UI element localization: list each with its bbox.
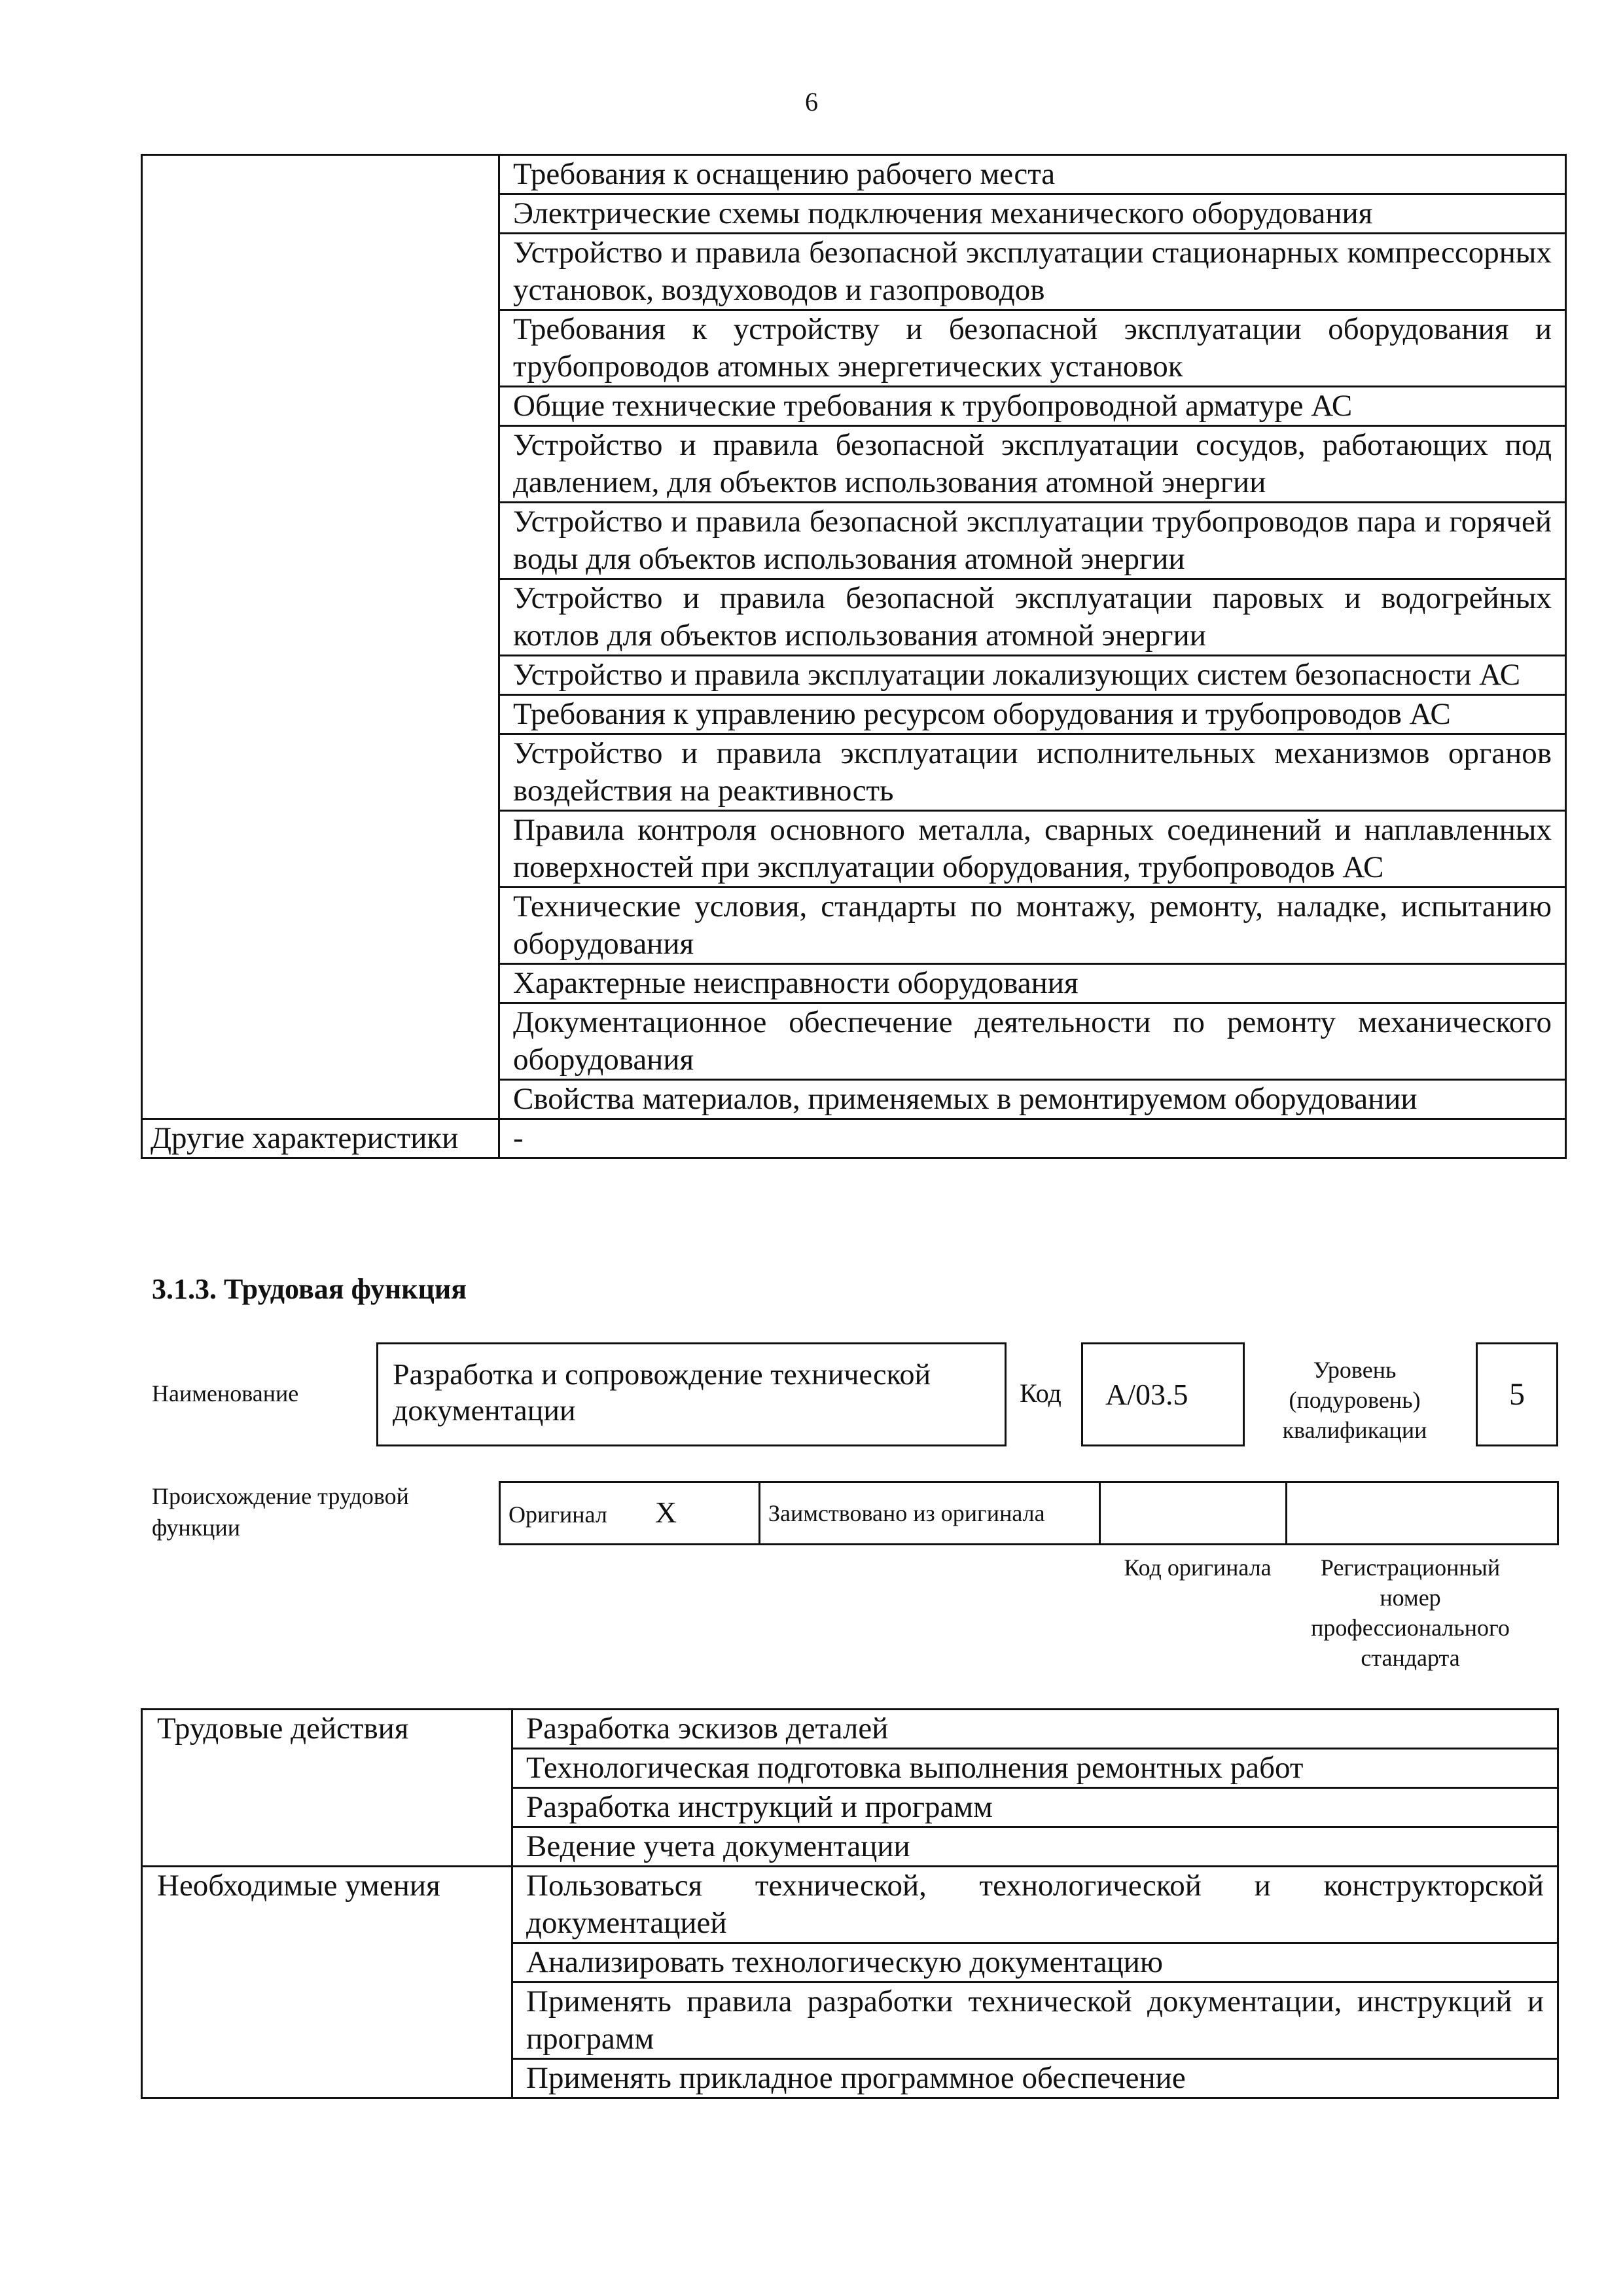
other-characteristics-label: Другие характеристики (142, 1119, 499, 1158)
knowledge-item: Устройство и правила эксплуатации исполнительных механизмов органов воздействия на реактивность (499, 734, 1566, 811)
knowledge-item: Требования к устройству и безопасной эксплуатации оборудования и трубопроводов атомных энергетических установок (499, 310, 1566, 387)
knowledge-table (141, 154, 1567, 1159)
table-row (142, 1119, 1566, 1158)
actions-table (141, 1708, 1559, 2099)
level-label: Уровень (подуровень) квалификации (1282, 1357, 1427, 1443)
origin-table (499, 1481, 1559, 1545)
labor-action-item: Ведение учета документации (512, 1827, 1558, 1867)
borrowed-label: Заимствовано из оригинала (760, 1482, 1100, 1545)
knowledge-item: Свойства материалов, применяемых в ремонтируемом оборудовании (499, 1080, 1566, 1119)
original-code-cell (1100, 1482, 1287, 1545)
level-value: 5 (1476, 1342, 1558, 1446)
labor-action-item: Технологическая подготовка выполнения ремонтных работ (512, 1749, 1558, 1788)
table-row (142, 155, 1566, 194)
labor-action-item: Разработка инструкций и программ (512, 1788, 1558, 1827)
required-skill-item: Применять прикладное программное обеспечение (512, 2059, 1558, 2098)
required-skill-item: Применять правила разработки технической документации, инструкций и программ (512, 1982, 1558, 2059)
knowledge-item: Устройство и правила эксплуатации локализующих систем безопасности АС (499, 656, 1566, 695)
section-heading: 3.1.3. Трудовая функция (152, 1273, 467, 1305)
other-characteristics-value: - (499, 1119, 1566, 1158)
required-skill-item: Пользоваться технической, технологической и конструкторской документацией (512, 1867, 1558, 1943)
reg-number-cell (1287, 1482, 1558, 1545)
required-skills-label: Необходимые умения (142, 1867, 512, 2098)
code-value: A/03.5 (1081, 1342, 1245, 1446)
reg-number-caption: Регистрационный номер профессионального стандарта (1311, 1554, 1510, 1671)
original-cell (500, 1482, 760, 1545)
knowledge-label-empty (142, 155, 499, 1119)
origin-label: Происхождение трудовой функции (152, 1483, 409, 1541)
page-number: 6 (805, 87, 818, 117)
knowledge-item: Требования к управлению ресурсом оборудования и трубопроводов АС (499, 695, 1566, 734)
table-row (142, 1867, 1558, 1943)
table-row (142, 1710, 1558, 1749)
knowledge-item: Характерные неисправности оборудования (499, 964, 1566, 1003)
knowledge-item: Правила контроля основного металла, сварных соединений и наплавленных поверхностей при эксплуатации оборудования, трубопроводов АС (499, 811, 1566, 888)
knowledge-item: Документационное обеспечение деятельности по ремонту механического оборудования (499, 1003, 1566, 1080)
required-skill-item: Анализировать технологическую документацию (512, 1943, 1558, 1982)
original-label: Оригинал (508, 1501, 607, 1528)
knowledge-item: Устройство и правила безопасной эксплуатации сосудов, работающих под давлением, для объектов использования атомной энергии (499, 426, 1566, 503)
knowledge-item: Технические условия, стандарты по монтажу, ремонту, наладке, испытанию оборудования (499, 888, 1566, 964)
knowledge-item: Устройство и правила безопасной эксплуатации стационарных компрессорных установок, воздуховодов и газопроводов (499, 234, 1566, 310)
original-code-caption: Код оригинала (1124, 1554, 1272, 1581)
code-label: Код (1020, 1378, 1061, 1408)
knowledge-item: Устройство и правила безопасной эксплуатации трубопроводов пара и горячей воды для объектов использования атомной энергии (499, 503, 1566, 579)
labor-actions-label: Трудовые действия (142, 1710, 512, 1867)
name-label: Наименование (152, 1380, 299, 1407)
original-mark: X (654, 1495, 677, 1529)
labor-action-item: Разработка эскизов деталей (512, 1710, 1558, 1749)
knowledge-item: Общие технические требования к трубопроводной арматуре АС (499, 387, 1566, 426)
knowledge-item: Требования к оснащению рабочего места (499, 155, 1566, 194)
knowledge-item: Устройство и правила безопасной эксплуатации паровых и водогрейных котлов для объектов использования атомной энергии (499, 579, 1566, 656)
knowledge-item: Электрические схемы подключения механического оборудования (499, 194, 1566, 234)
name-value: Разработка и сопровождение технической документации (376, 1342, 1007, 1446)
